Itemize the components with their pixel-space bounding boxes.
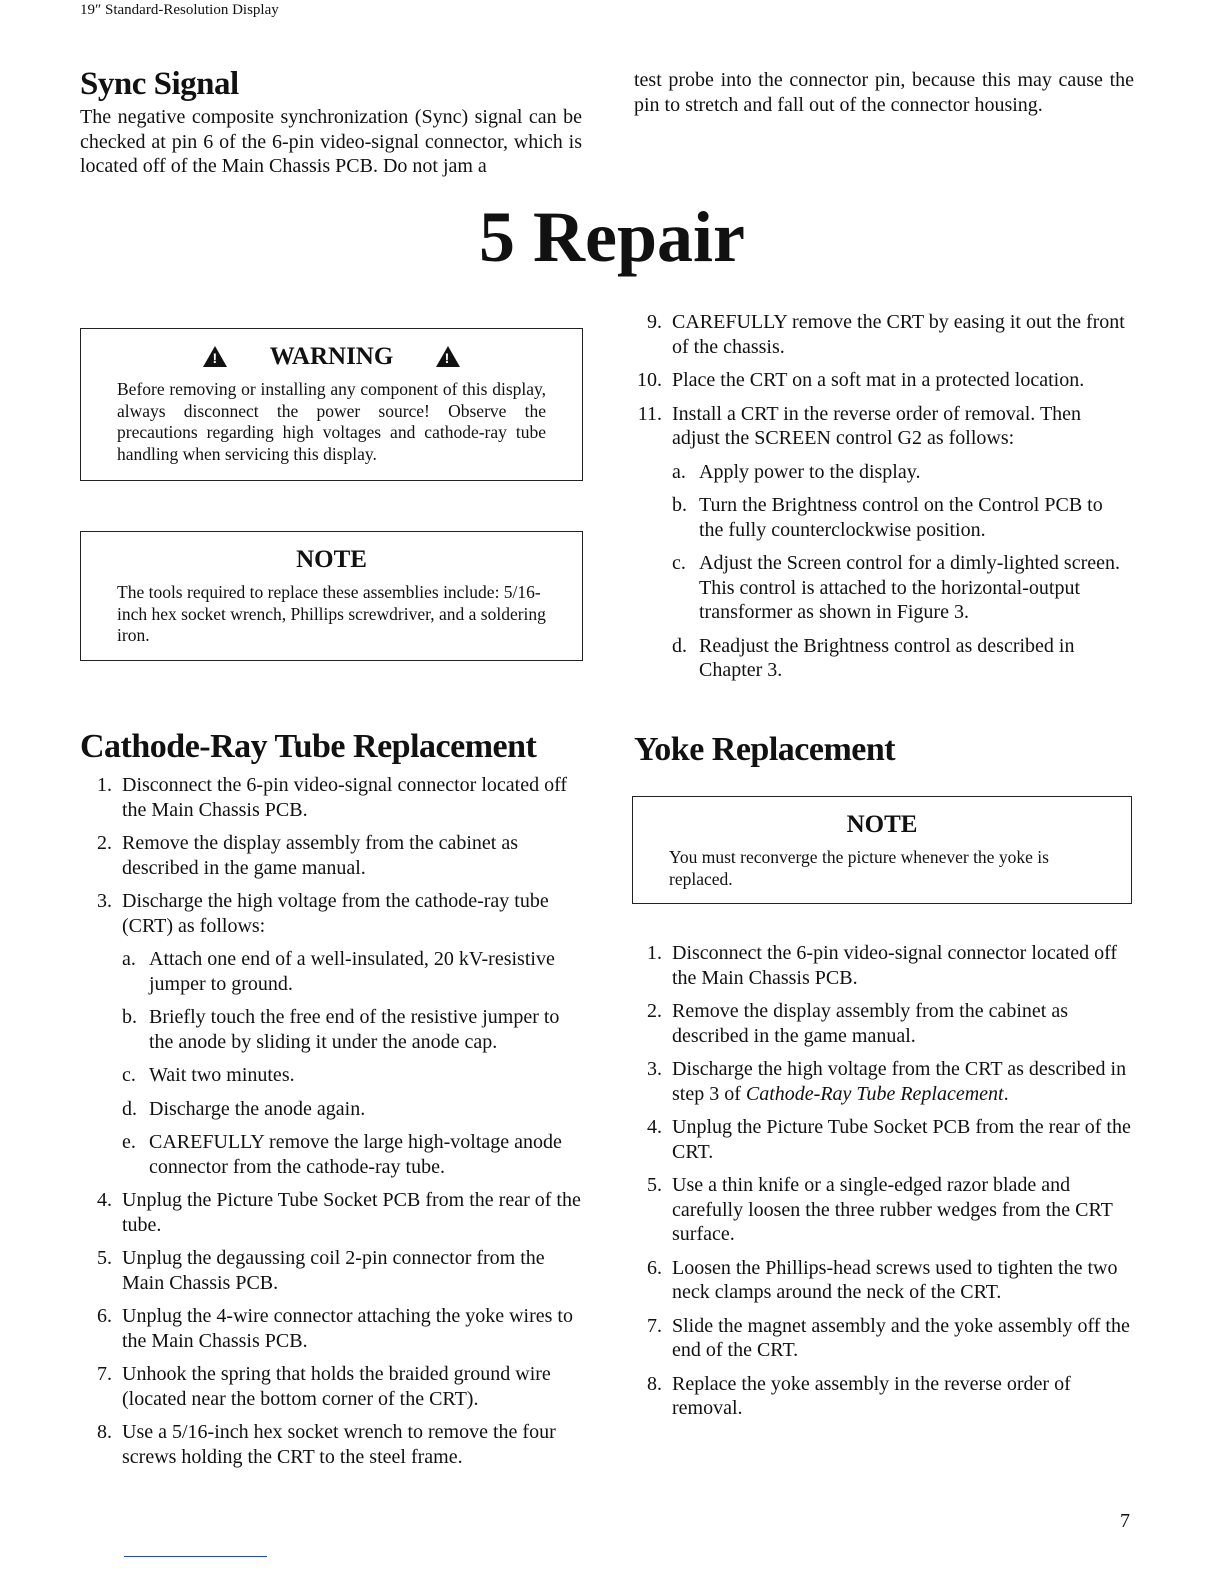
footer-rule xyxy=(124,1556,267,1557)
warning-title-row xyxy=(117,343,546,371)
list-item xyxy=(672,460,1132,485)
step-number: 9. xyxy=(647,311,662,333)
step-text: Replace the yoke assembly in the reverse order of removal. xyxy=(672,1372,1071,1419)
yoke-replacement-heading: Yoke Replacement xyxy=(634,731,896,768)
step-number: 1. xyxy=(647,942,662,964)
yoke-steps xyxy=(632,941,1132,1430)
step-text: Unplug the degaussing coil 2-pin connector from the Main Chassis PCB. xyxy=(122,1247,545,1294)
crt-step11-substeps xyxy=(672,460,1132,683)
list-item xyxy=(632,1314,1132,1363)
substep-text: Readjust the Brightness control as described in Chapter 3. xyxy=(699,634,1075,681)
substep-letter: a. xyxy=(672,460,686,483)
substep-letter: a. xyxy=(122,948,136,970)
step-number: 11. xyxy=(637,402,662,425)
list-item xyxy=(632,368,1132,393)
substep-text: Discharge the anode again. xyxy=(149,1097,366,1120)
list-item xyxy=(672,493,1132,542)
crt-steps-right xyxy=(632,310,1132,692)
step-text: . xyxy=(1003,1082,1009,1105)
tools-note-title: NOTE xyxy=(296,546,367,573)
warning-text: Before removing or installing any component of this display, always disconnect the power source! Observe the precautions regarding high voltages and cathode-ray tube handling when servicing this display. xyxy=(117,379,546,464)
step-text: Loosen the Phillips-head screws used to tighten the two neck clamps around the neck of the CRT. xyxy=(672,1256,1118,1303)
list-item xyxy=(122,1063,584,1088)
substep-letter: d. xyxy=(672,634,687,657)
substep-text: Briefly touch the free end of the resistive jumper to the anode by sliding it under the anode cap. xyxy=(149,1006,560,1053)
list-item xyxy=(632,1115,1132,1164)
crt-replacement-heading: Cathode-Ray Tube Replacement xyxy=(80,728,537,765)
list-item xyxy=(122,947,584,996)
list-item xyxy=(82,773,584,822)
substep-letter: e. xyxy=(122,1131,136,1153)
substep-text: Adjust the Screen control for a dimly-lighted screen. This control is attached to the horizontal-output transformer as shown in Figure 3. xyxy=(699,552,1120,623)
step-text: Discharge the high voltage from the cathode-ray tube (CRT) as follows: xyxy=(122,890,549,937)
list-item xyxy=(82,1362,584,1411)
step-number: 8. xyxy=(647,1372,662,1395)
yoke-note-title: NOTE xyxy=(846,811,918,838)
substep-text: Wait two minutes. xyxy=(149,1064,295,1086)
substep-text: Turn the Brightness control on the Control PCB to the fully counterclockwise position. xyxy=(699,494,1103,541)
yoke-note-text: You must reconverge the picture whenever the yoke is replaced. xyxy=(669,847,1049,889)
step-number: 4. xyxy=(647,1116,662,1138)
step-text: Remove the display assembly from the cabinet as described in the game manual. xyxy=(672,1000,1069,1047)
step-number: 6. xyxy=(647,1256,662,1279)
list-item xyxy=(632,1057,1132,1106)
warning-triangle-icon xyxy=(436,346,460,367)
step-text: Use a 5/16-inch hex socket wrench to remove the four screws holding the CRT to the steel frame. xyxy=(122,1421,556,1468)
step-number: 3. xyxy=(97,890,112,912)
list-item xyxy=(82,1246,584,1295)
step-number: 3. xyxy=(647,1058,662,1080)
step-number: 5. xyxy=(647,1174,662,1196)
list-item xyxy=(82,831,584,880)
chapter-title: 5 Repair xyxy=(479,197,745,277)
sync-signal-text-left: The negative composite synchronization (Sync) signal can be checked at pin 6 of the 6-pin video-signal connector, which is located off of the Main Chassis PCB. Do not jam a xyxy=(80,106,582,177)
warning-box xyxy=(80,328,583,481)
running-head: 19″ Standard-Resolution Display xyxy=(80,2,279,18)
yoke-note-box xyxy=(632,796,1132,904)
crt-steps-left xyxy=(82,773,584,1478)
list-item xyxy=(632,1256,1132,1305)
step-text: Place the CRT on a soft mat in a protected location. xyxy=(672,369,1085,391)
crt-step3-substeps xyxy=(122,947,584,1179)
step-text: Unplug the 4-wire connector attaching the yoke wires to the Main Chassis PCB. xyxy=(122,1305,573,1352)
step-number: 2. xyxy=(97,832,112,854)
step-text: Unplug the Picture Tube Socket PCB from the rear of the CRT. xyxy=(672,1116,1131,1163)
step-text: Disconnect the 6-pin video-signal connector located off the Main Chassis PCB. xyxy=(672,942,1118,989)
step-number: 7. xyxy=(647,1314,662,1337)
list-item xyxy=(122,1130,584,1179)
step-number: 4. xyxy=(97,1189,112,1211)
step-text: Install a CRT in the reverse order of removal. Then adjust the SCREEN control G2 as follows: xyxy=(672,402,1082,449)
step-number: 2. xyxy=(647,1000,662,1022)
step-text: Disconnect the 6-pin video-signal connector located off the Main Chassis PCB. xyxy=(122,774,568,821)
step-text: Unhook the spring that holds the braided ground wire (located near the bottom corner of the CRT). xyxy=(122,1363,551,1410)
step-number: 10. xyxy=(637,369,662,391)
step-text: Use a thin knife or a single-edged razor blade and carefully loosen the three rubber wedges from the CRT surface. xyxy=(672,1174,1113,1245)
list-item xyxy=(632,310,1132,359)
list-item xyxy=(672,634,1132,683)
sync-signal-text-right: test probe into the connector pin, because this may cause the pin to stretch and fall out of the connector housing. xyxy=(634,69,1134,116)
warning-title: WARNING xyxy=(269,343,394,370)
list-item xyxy=(632,941,1132,990)
tools-note-text: The tools required to replace these assemblies include: 5/16-inch hex socket wrench, Phillips screwdriver, and a soldering iron. xyxy=(117,582,546,645)
list-item xyxy=(122,1005,584,1054)
list-item xyxy=(82,1420,584,1469)
list-item xyxy=(632,402,1132,683)
substep-letter: b. xyxy=(122,1006,137,1028)
step-number: 8. xyxy=(97,1421,112,1443)
substep-letter: b. xyxy=(672,494,687,516)
substep-letter: c. xyxy=(672,552,686,574)
warning-triangle-icon xyxy=(203,346,227,367)
substep-letter: d. xyxy=(122,1097,137,1120)
list-item xyxy=(82,1304,584,1353)
list-item xyxy=(632,1372,1132,1421)
list-item xyxy=(632,1173,1132,1247)
list-item xyxy=(122,1097,584,1122)
step-number: 6. xyxy=(97,1305,112,1327)
step-number: 5. xyxy=(97,1247,112,1269)
step-text: Remove the display assembly from the cabinet as described in the game manual. xyxy=(122,832,519,879)
substep-letter: c. xyxy=(122,1064,136,1086)
list-item xyxy=(82,1188,584,1237)
sync-signal-heading: Sync Signal xyxy=(80,66,239,102)
step-number: 1. xyxy=(97,774,112,796)
substep-text: Apply power to the display. xyxy=(699,460,921,483)
page-number: 7 xyxy=(1120,1510,1130,1532)
step-text: Unplug the Picture Tube Socket PCB from the rear of the tube. xyxy=(122,1189,581,1236)
substep-text: Attach one end of a well-insulated, 20 kV-resistive jumper to ground. xyxy=(149,948,555,995)
step-text: CAREFULLY remove the CRT by easing it out the front of the chassis. xyxy=(672,311,1125,358)
step-number: 7. xyxy=(97,1363,112,1385)
substep-text: CAREFULLY remove the large high-voltage anode connector from the cathode-ray tube. xyxy=(149,1131,562,1178)
list-item xyxy=(82,889,584,1179)
tools-note-box xyxy=(80,531,583,661)
list-item xyxy=(632,999,1132,1048)
list-item xyxy=(672,551,1132,625)
cross-reference: Cathode-Ray Tube Replacement xyxy=(745,1082,1004,1105)
step-text: Slide the magnet assembly and the yoke assembly off the end of the CRT. xyxy=(672,1314,1130,1361)
step-text: Discharge the high voltage from the CRT as described in step 3 of xyxy=(672,1058,1127,1105)
